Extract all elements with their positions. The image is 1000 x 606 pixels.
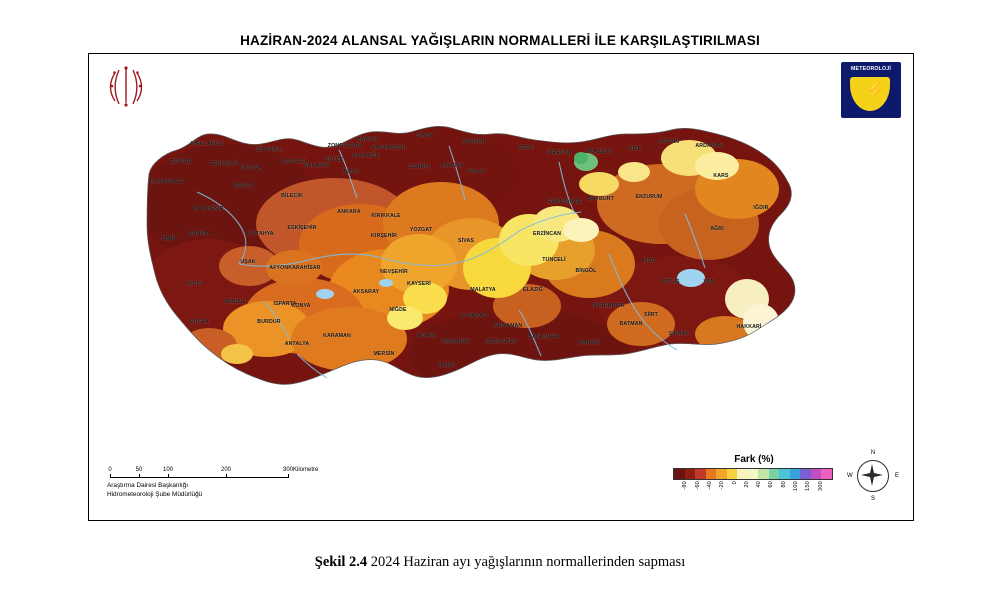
legend-tick-label: 80: [780, 481, 787, 488]
legend-swatch: [821, 469, 832, 479]
city-label: DİYARBAKIR: [591, 303, 625, 309]
compass-west-label: W: [847, 473, 853, 479]
city-label: ÇORUM: [408, 164, 430, 170]
city-label: MUĞLA: [189, 319, 209, 325]
city-label: SAMSUN: [462, 139, 486, 145]
city-label: KIRŞEHİR: [371, 233, 397, 239]
legend-tick-label: 100: [793, 481, 800, 491]
legend-tick-label: 0: [731, 481, 738, 485]
legend-swatch: [727, 469, 738, 479]
city-label: MALATYA: [470, 287, 496, 293]
city-label: UŞAK: [240, 259, 256, 265]
city-label: HATAY: [438, 363, 456, 369]
city-label: MARDİN: [578, 340, 600, 346]
figure-caption: [0, 554, 1000, 571]
city-label: AYDIN: [185, 281, 203, 287]
city-label: KOCAELİ: [281, 159, 307, 165]
city-label: GÜMÜŞHANE: [547, 199, 583, 205]
city-label: KAYSERİ: [407, 281, 431, 287]
city-label: KÜTAHYA: [248, 231, 274, 237]
city-label: ARTVİN: [658, 139, 680, 145]
city-label: ŞIRNAK: [668, 331, 690, 337]
city-label: BATMAN: [619, 321, 643, 327]
city-label: BURDUR: [257, 319, 281, 325]
city-label: BİNGÖL: [575, 268, 597, 274]
compass-east-label: E: [894, 473, 899, 479]
legend-swatch: [811, 469, 822, 479]
city-label: BİTLİS: [662, 279, 680, 285]
city-label: KONYA: [291, 303, 311, 309]
city-label: ADIYAMAN: [493, 323, 523, 329]
city-label: İZMİR: [161, 236, 177, 242]
legend-swatch: [674, 469, 685, 479]
city-label: KARAMAN: [323, 333, 351, 339]
legend-tick-label: -20: [719, 481, 726, 490]
city-label: AKSARAY: [352, 289, 380, 295]
city-label: ŞANLIURFA: [528, 334, 560, 340]
city-label: VAN: [703, 279, 715, 285]
scale-bar-line: [110, 477, 288, 478]
city-label: BALIKESİR: [194, 206, 224, 212]
meteoroloji-logo: METEOROLOJİ ⚡: [841, 62, 901, 118]
legend-tick-label: -80: [682, 481, 689, 490]
legend-tick-label: 40: [756, 481, 763, 488]
city-label: ERZURUM: [635, 194, 663, 200]
city-label: KIRKLARELİ: [190, 141, 224, 147]
city-label: ADANA: [417, 333, 437, 339]
city-label: ERZİNCAN: [532, 231, 562, 237]
city-label: TUNCELİ: [542, 257, 566, 263]
scale-bar-ticks: [107, 467, 347, 481]
legend-swatch: [737, 469, 748, 479]
city-label: TOKAT: [466, 169, 486, 175]
scale-tick-200: 200: [220, 466, 232, 473]
city-label: ORDU: [518, 145, 534, 151]
city-label: BAYBURT: [588, 196, 614, 202]
city-label: YALOVA: [240, 165, 262, 171]
legend-tick-label: 60: [768, 481, 775, 488]
legend-color-ramp: [673, 468, 833, 480]
city-label: DENİZLİ: [224, 299, 246, 305]
lightning-bolt-icon: ⚡: [865, 80, 887, 99]
compass-north-label: N: [870, 450, 876, 456]
city-label: ARDAHAN: [695, 143, 723, 149]
city-label: HAKKARİ: [736, 324, 762, 330]
city-label: IĞDIR: [753, 205, 769, 211]
city-label: MUŞ: [643, 258, 655, 264]
city-label: AFYONKARAHİSAR: [269, 265, 321, 271]
legend-swatch: [706, 469, 717, 479]
city-label: RİZE: [628, 146, 642, 152]
legend-tick-label: 20: [743, 481, 750, 488]
scale-bar: [107, 467, 347, 500]
legend-tick-label: -60: [694, 481, 701, 490]
city-label: GAZİANTEP: [485, 339, 517, 345]
city-label: ANKARA: [337, 209, 361, 215]
credit-line-1: Araştırma Dairesi Başkanlığı: [107, 481, 188, 489]
city-label: EDİRNE: [170, 159, 192, 165]
city-label: BİLECİK: [281, 193, 303, 199]
legend-swatch: [800, 469, 811, 479]
scale-tick-100: 100: [162, 466, 174, 473]
city-label: SİİRT: [643, 312, 659, 318]
city-label: SİNOP: [416, 133, 434, 139]
city-label: MANİSA: [188, 231, 210, 237]
legend-swatch: [748, 469, 759, 479]
credit-line-2: Hidrometeoroloji Şube Müdürlüğü: [107, 491, 203, 499]
city-label: ZONGULDAK: [327, 143, 363, 149]
city-label: YOZGAT: [409, 227, 433, 233]
turkey-precipitation-anomaly-map: [89, 54, 913, 520]
compass-south-label: S: [870, 496, 876, 502]
legend-swatch: [695, 469, 706, 479]
map-frame: [88, 53, 914, 521]
city-label: BOLU: [343, 169, 359, 175]
legend-swatch: [758, 469, 769, 479]
legend-tick-label: 300: [817, 481, 824, 491]
legend-tick-label: 150: [805, 481, 812, 491]
city-label: OSMANİYE: [441, 339, 471, 345]
city-label: KIRIKKALE: [371, 213, 401, 219]
city-label: AĞRI: [710, 226, 724, 232]
city-label: SİVAS: [458, 238, 474, 244]
scale-unit-label: Kilometre: [293, 466, 319, 473]
legend-swatch: [779, 469, 790, 479]
map-title: HAZİRAN-2024 ALANSAL YAĞIŞLARIN NORMALLERİ İLE KARŞILAŞTIRILMASI: [240, 33, 760, 48]
legend-swatch: [790, 469, 801, 479]
city-label: ELAZIĞ: [523, 287, 543, 293]
city-label: AMASYA: [440, 163, 464, 169]
legend-tick-labels: [673, 480, 833, 502]
compass-rose: [847, 450, 899, 502]
city-label: NEVŞEHİR: [380, 269, 408, 275]
city-label: ESKİŞEHİR: [287, 225, 317, 231]
compass-star-icon: [861, 464, 883, 486]
city-label: ÇANAKKALE: [149, 179, 185, 185]
legend-swatch: [716, 469, 727, 479]
figure-number: Şekil 2.4: [314, 554, 368, 570]
scale-tick-0: 0: [108, 466, 112, 473]
city-label: GİRESUN: [546, 150, 572, 156]
figure-caption-text: 2024 Haziran ayı yağışlarının normallerinden sapması: [367, 554, 686, 570]
city-label: MERSİN: [373, 351, 395, 357]
city-label: ISPARTA: [273, 301, 297, 307]
city-label: KARS: [713, 173, 729, 179]
scale-tick-50: 50: [135, 466, 143, 473]
legend-swatch: [685, 469, 696, 479]
city-label: İSTANBUL: [256, 147, 284, 153]
city-label: DÜZCE: [324, 157, 344, 163]
city-label: TEKİRDAĞ: [209, 161, 239, 167]
city-label: TRABZON: [585, 149, 613, 155]
city-label: KARABÜK: [352, 153, 380, 159]
scale-tick-300: 300: [282, 466, 294, 473]
legend-title: Fark (%): [734, 454, 774, 465]
city-label: K.MARAŞ: [461, 313, 487, 319]
city-label: BARTIN: [356, 137, 378, 143]
legend-tick-label: -40: [706, 481, 713, 490]
city-label: BURSA: [234, 183, 254, 189]
city-label: ANTALYA: [284, 341, 310, 347]
legend: [673, 454, 835, 502]
legend-swatch: [769, 469, 780, 479]
city-label: SAKARYA: [303, 163, 331, 169]
city-label: KASTAMONU: [371, 145, 407, 151]
city-label: NİĞDE: [389, 307, 407, 313]
